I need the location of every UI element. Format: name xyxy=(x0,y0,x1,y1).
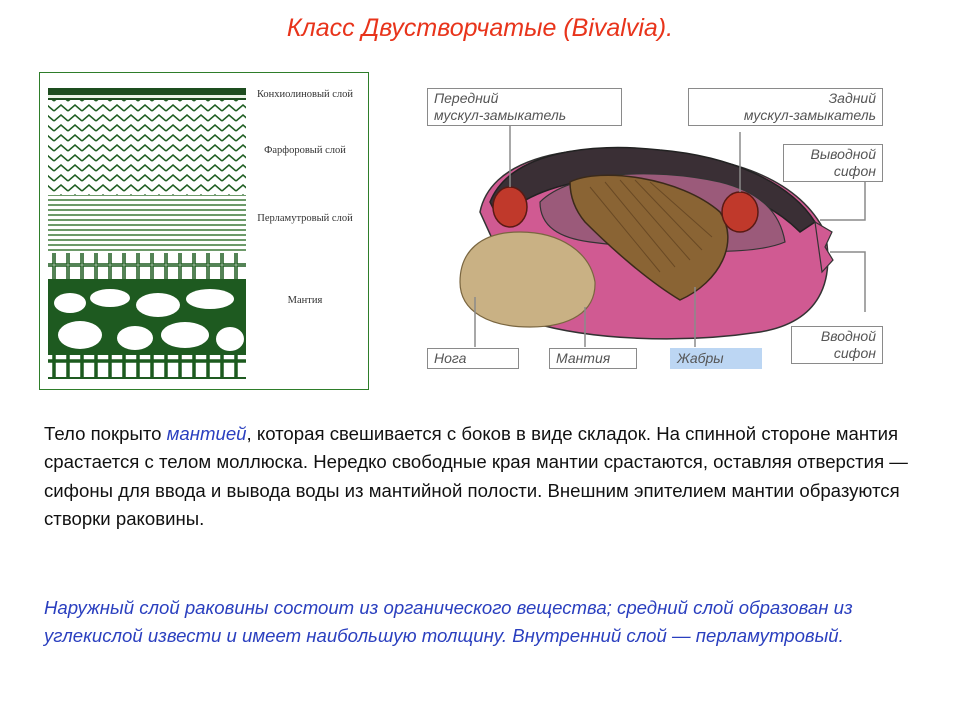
label-incurrent-siphon: Вводной сифон xyxy=(791,326,883,364)
shell-layers-illustration xyxy=(40,73,370,391)
label-posterior-adductor: Задний мускул-замыкатель xyxy=(688,88,883,126)
label-porcelain-layer: Фарфоровый слой xyxy=(264,145,346,156)
shell-cross-section-figure xyxy=(39,72,369,390)
paragraph-shell-layers: Наружный слой раковины состоит из органического вещества; средний слой образован из углекислой извести и имеет наибольшую толщину. Внутренний слой — перламутровый. xyxy=(44,597,853,647)
label-mantle-layer: Мантия xyxy=(287,295,323,306)
bivalve-anatomy-figure xyxy=(420,82,890,382)
paragraph-mantle-description: Тело покрыто мантией, которая свешивается с боков в виде складок. На спинной стороне мантия срастается с телом моллюска. Нередко свободные края мантии срастаются, оставляя отверстия — сифоны для ввода и вывода воды из мантийной полости. Внешним эпителием мантии образуются створки раковины. xyxy=(44,423,908,530)
label-foot: Нога xyxy=(427,348,519,369)
label-gills: Жабры xyxy=(670,348,762,369)
label-mantle: Мантия xyxy=(549,348,637,369)
term-mantle: мантией xyxy=(166,423,247,444)
label-nacre-layer: Перламутровый слой xyxy=(257,213,353,224)
slide-title: Класс Двустворчатые (Bivalvia). xyxy=(286,14,674,42)
label-excurrent-siphon: Выводной сифон xyxy=(783,144,883,182)
label-anterior-adductor: Передний мускул-замыкатель xyxy=(427,88,622,126)
label-conchiolin-layer: Конхиолиновый слой xyxy=(256,89,354,100)
